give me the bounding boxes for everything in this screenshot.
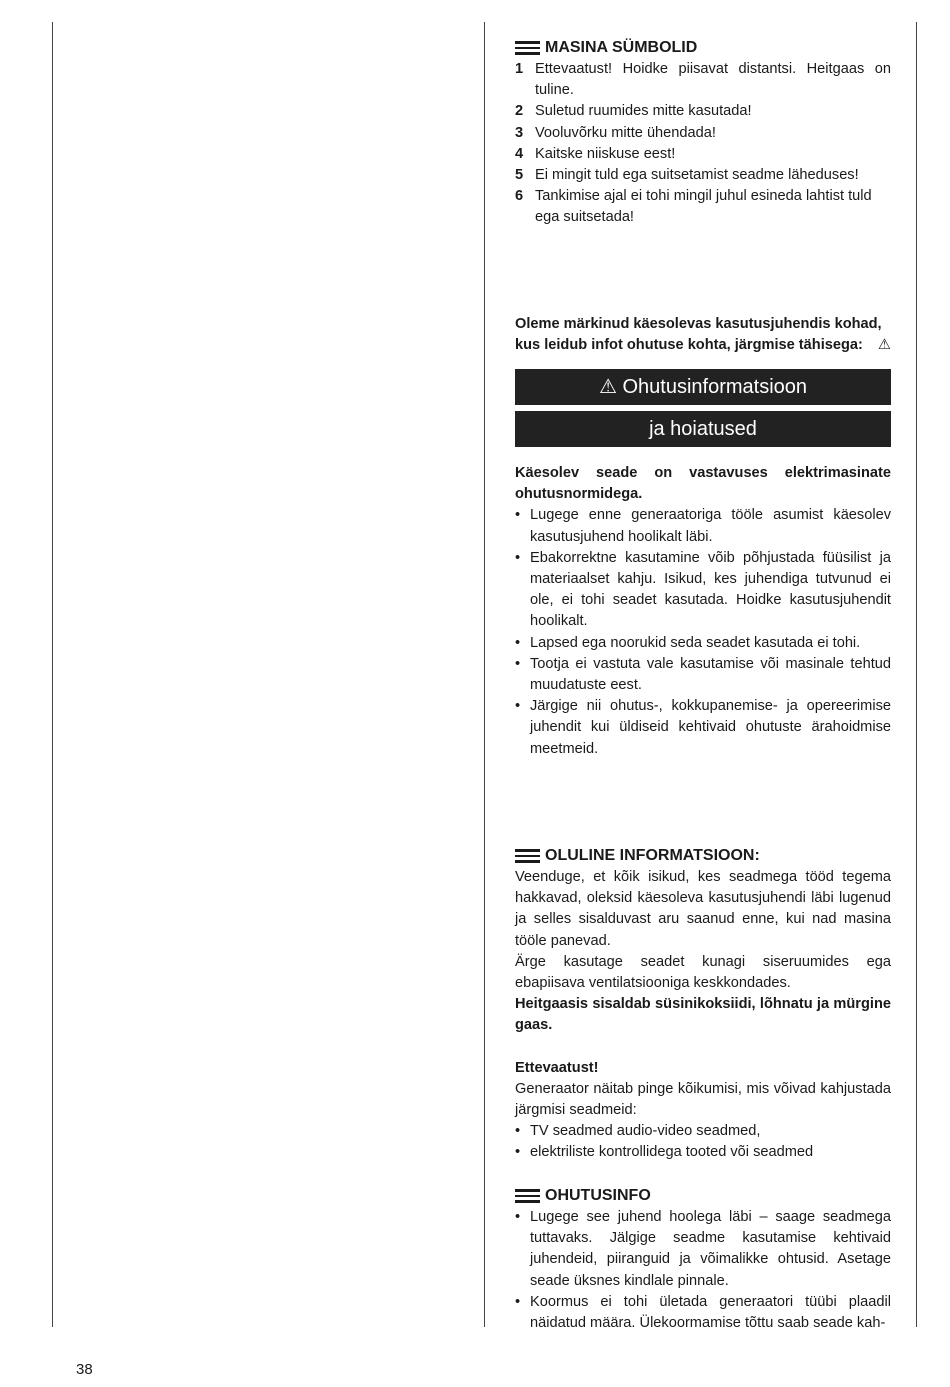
- list-item: 1 Ettevaatust! Hoidke piisavat distantsi. Heitgaas on tuline.: [515, 61, 891, 99]
- section-heading: [515, 845, 891, 867]
- caution-title: Ettevaatust!: [515, 1059, 599, 1076]
- safety-title-bar-1: ⚠ Ohutusinformatsioon: [515, 369, 891, 405]
- heading-text: OLULINE INFORMATSIOON:: [545, 847, 760, 864]
- important-info-section: [515, 845, 891, 1164]
- spacer: [515, 1037, 891, 1058]
- safety-info-bullets: [515, 1207, 891, 1334]
- list-item: • Tootja ei vastuta vale kasutamise või masinale tehtud muudatuste eest.: [515, 655, 891, 694]
- left-margin-rule: [52, 22, 53, 1327]
- list-item: 4 Kaitske niiskuse eest!: [515, 145, 676, 162]
- heading-text: OHUTUSINFO: [545, 1187, 651, 1204]
- important-paragraph-3: Heitgaasis sisaldab süsinikoksiidi, lõhnatu ja mürgine gaas.: [515, 996, 891, 1034]
- safety-info-section: [515, 1185, 891, 1334]
- list-item: • Koormus ei tohi ületada generaatori tüübi plaadil näidatud määra. Ülekoormamise tõttu saab seade kah-: [515, 1293, 891, 1332]
- list-item: • Ebakorrektne kasutamine võib põhjustada füüsilist ja materiaalset kahju. Isikud, kes juhendiga tutvunud ei ole, ei tohi seadet kasutada. Hoidke kasutusjuhendit hoolikalt.: [515, 549, 891, 630]
- warning-triangle-icon: ⚠: [598, 376, 617, 398]
- important-paragraph-1: Veenduge, et kõik isikud, kes seadmega tööd tegema hakkavad, oleksid käesoleva kasutusjuhendi läbi lugenud ja selles sisalduvast aru saanud enne, kui nad masina tööle panevad.: [515, 869, 891, 949]
- section-heading: [515, 1185, 891, 1207]
- menu-lines-icon: [515, 41, 540, 55]
- list-item: • Lapsed ega noorukid seda seadet kasutada ei tohi.: [515, 634, 861, 651]
- list-item: 2 Suletud ruumides mitte kasutada!: [515, 103, 752, 120]
- conformity-lead: Käesolev seade on vastavuses elektrimasinate ohutusnormidega.: [515, 465, 891, 503]
- important-paragraph-2: Ärge kasutage seadet kunagi siseruumides ega ebapiisava ventilatsiooniga keskkondades.: [515, 953, 891, 992]
- conformity-section: [515, 463, 891, 760]
- list-item: • TV seadmed audio-video seadmed,: [515, 1123, 761, 1140]
- caution-text: Generaator näitab pinge kõikumisi, mis võivad kahjustada järgmisi seadmeid:: [515, 1080, 891, 1119]
- list-item: • elektriliste kontrollidega tooted või seadmed: [515, 1144, 814, 1161]
- symbol-list: [515, 59, 891, 229]
- warning-triangle-icon: ⚠: [877, 337, 891, 354]
- list-item: 3 Vooluvõrku mitte ühendada!: [515, 124, 716, 141]
- right-margin-rule: [916, 22, 917, 1327]
- list-item: • Lugege see juhend hoolega läbi – saage seadmega tuttavaks. Jälgige seadme kasutamise kehtivaid juhendeid, piiranguid ja võimalikke ohtusid. Asetage seade üksnes kindlale pinnale.: [515, 1209, 891, 1289]
- list-item: • Järgige nii ohutus-, kokkupanemise- ja opereerimise juhendit kui üldiseid kehtivaid ohutuste ärahoidmise meetmeid.: [515, 698, 891, 757]
- safety-marker-note: Oleme märkinud käesolevas kasutusjuhendis kohad, kus leidub infot ohutuse kohta, järgmise tähisega: ⚠: [515, 314, 891, 356]
- note-line-2: kus leidub infot ohutuse kohta, järgmise tähisega: ⚠: [515, 335, 891, 356]
- section-heading: [515, 37, 891, 59]
- menu-lines-icon: [515, 849, 540, 863]
- list-item: • Lugege enne generaatoriga tööle asumist käesolev kasutusjuhend hoolikalt läbi.: [515, 507, 891, 545]
- list-item: 6 Tankimise ajal ei tohi mingil juhul esineda lahtist tuld ega suitsetada!: [515, 188, 872, 226]
- menu-lines-icon: [515, 1189, 540, 1203]
- heading-text: MASINA SÜMBOLID: [545, 39, 698, 56]
- safety-title-bar-2: ja hoiatused: [515, 411, 891, 447]
- page-number: 38: [76, 1361, 93, 1378]
- list-item: 5 Ei mingit tuld ega suitsetamist seadme läheduses!: [515, 167, 859, 184]
- caution-bullets: [515, 1121, 891, 1163]
- center-column-rule: [484, 22, 485, 1327]
- conformity-bullets: [515, 505, 891, 759]
- machine-symbols-section: [515, 37, 891, 229]
